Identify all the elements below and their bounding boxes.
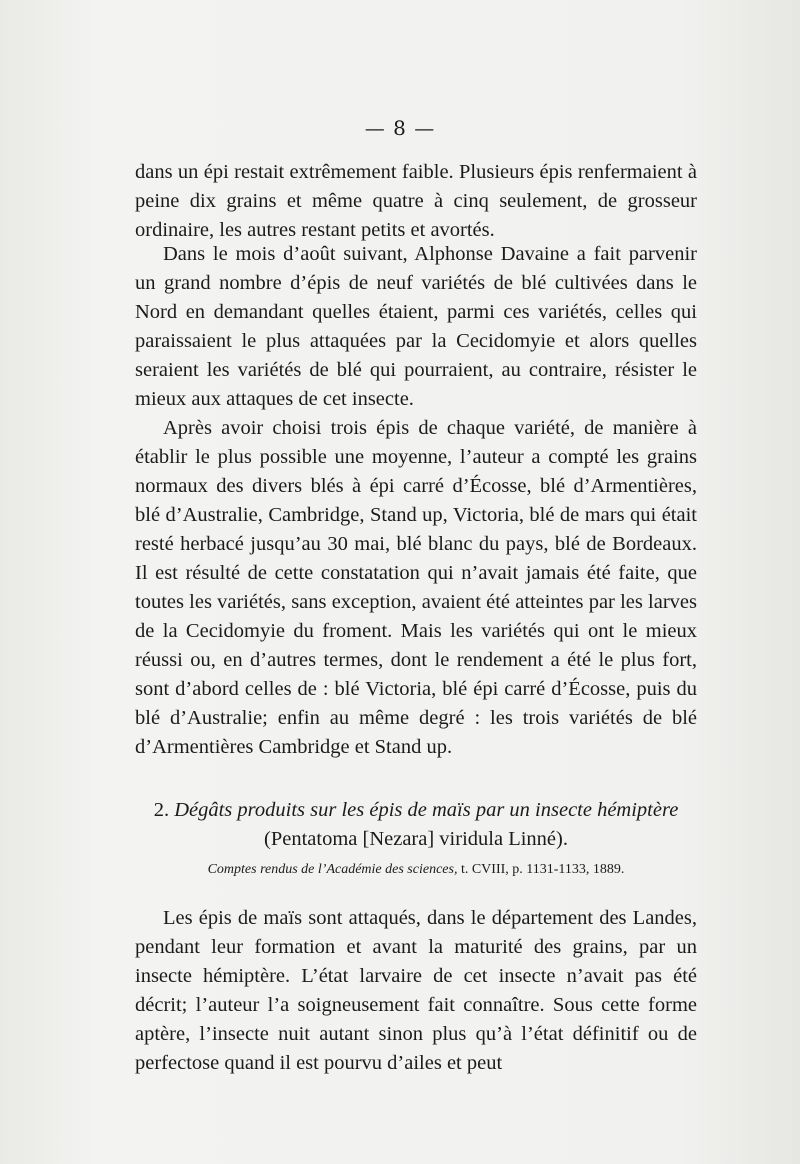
section-heading [135, 796, 697, 854]
section-number: 2. [153, 799, 170, 821]
paragraph-continuation: dans un épi restait extrêmement faible. Plusieurs épis renfermaient à peine dix grains et même quatre à cinq seulement, de grosseur ordinaire, les autres restant petits et avortés. [135, 161, 697, 241]
reference-journal: Comptes rendus de l’Académie des sciences, [207, 862, 458, 877]
bibliographic-reference [135, 860, 697, 880]
paragraph-davaine: Dans le mois d’août suivant, Alphonse Davaine a fait parvenir un grand nombre d’épis de neuf variétés de blé cultivées dans le Nord en demandant quelles étaient, parmi ces variétés, celles qui paraissaient le plus attaquées par la Cecidomyie et alors quelles seraient les variétés de blé qui pourraient, au contraire, résister le mieux aux attaques de cet insecte. [135, 243, 697, 410]
paragraph-results: Après avoir choisi trois épis de chaque variété, de manière à établir le plus possible une moyenne, l’auteur a compté les grains normaux des divers blés à épi carré d’Écosse, blé d’Armentières, blé d’Australie, Cambridge, Stand up, Victoria, blé de mars qui était resté herbacé jusqu’au 30 mai, blé blanc du pays, blé de Bordeaux. Il est résulté de cette constatation qui n’avait jamais été faite, que toutes les variétés, sans exception, avaient été atteintes par les larves de la Cecidomyie du froment. Mais les variétés qui ont le mieux réussi ou, en d’autres termes, dont le rendement a été le plus fort, sont d’abord celles de : blé Victoria, blé épi carré d’Écosse, puis du blé d’Australie; enfin au même degré : les trois variétés de blé d’Armentières Cambridge et Stand up. [135, 417, 697, 758]
page-number: — 8 — [364, 116, 436, 140]
section-subtitle: (Pentatoma [Nezara] viridula Linné). [264, 828, 568, 850]
reference-details: t. CVIII, p. 1131-1133, 1889. [460, 862, 625, 877]
paragraph-mais: Les épis de maïs sont attaqués, dans le département des Landes, pendant leur formation et avant la maturité des grains, par un insecte hémiptère. L’état larvaire de cet insecte n’avait pas été décrit; l’auteur l’a soigneusement fait connaître. Sous cette forme aptère, l’insecte nuit autant sinon plus qu’à l’état définitif ou de perfectose quand il est pourvu d’ailes et peut [135, 907, 697, 1074]
section-title: Dégâts produits sur les épis de maïs par un insecte hémiptère [174, 799, 679, 821]
